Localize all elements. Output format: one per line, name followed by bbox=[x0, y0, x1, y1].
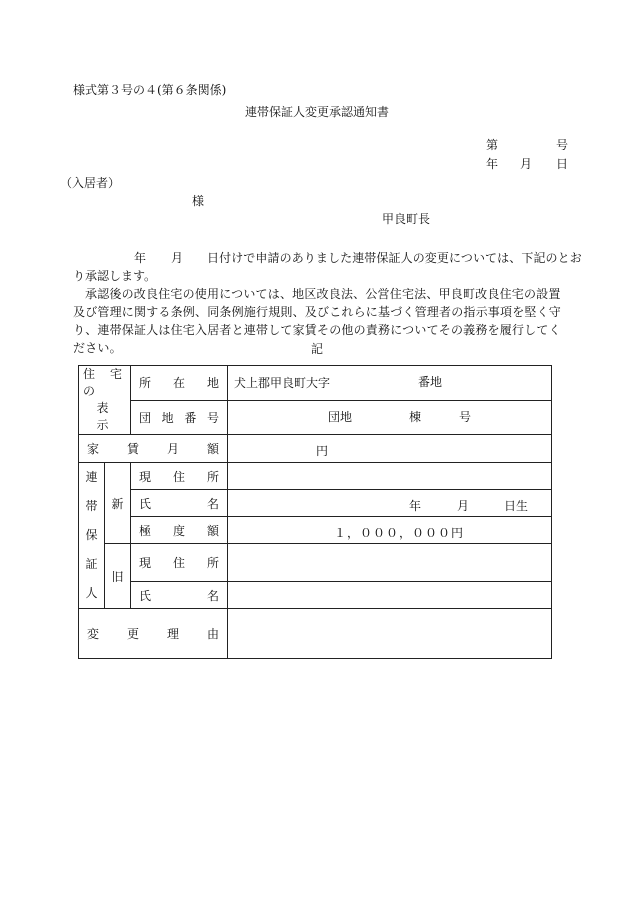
old-name-cell[interactable] bbox=[228, 582, 552, 609]
block-label: 団地番号 bbox=[131, 400, 228, 435]
rent-value-cell[interactable] bbox=[228, 435, 552, 463]
addressee-label: （入居者） bbox=[60, 176, 121, 190]
document-title: 連帯保証人変更承認通知書 bbox=[245, 105, 390, 119]
date-month: 月 bbox=[520, 157, 533, 171]
old-label: 旧 bbox=[105, 544, 131, 609]
old-address-label: 現住所 bbox=[131, 544, 228, 582]
block-value-cell[interactable] bbox=[228, 400, 552, 435]
number-prefix: 第 bbox=[486, 138, 499, 152]
new-address-label: 現住所 bbox=[131, 463, 228, 490]
old-name-label: 氏名 bbox=[131, 582, 228, 609]
block-danchi: 団地 bbox=[328, 409, 353, 424]
body-month: 月 bbox=[171, 251, 184, 265]
limit-label: 極度額 bbox=[131, 517, 228, 544]
reason-label: 変更理由 bbox=[79, 609, 228, 659]
guarantor-label: 連 帯 保 証 人 bbox=[79, 463, 105, 609]
limit-value-cell[interactable] bbox=[228, 517, 552, 544]
birth-month: 月 bbox=[457, 499, 470, 513]
block-go: 号 bbox=[459, 409, 472, 424]
paragraph-text: 承認後の改良住宅の使用については、地区改良法、公営住宅法、甲良町改良住宅の設置及び管理に関する条例、同条例施行規則、及びこれらに基づく管理者の指示事項を堅く守り、連帯保証人は住宅入居者と連帯して家賃その他の責務についてその義務を履行してください。 bbox=[73, 287, 562, 355]
new-name-cell[interactable] bbox=[228, 490, 552, 517]
birth-year: 年 bbox=[409, 499, 422, 513]
ki-label: 記 bbox=[311, 342, 324, 356]
new-name-label: 氏名 bbox=[131, 490, 228, 517]
form-number: 様式第３号の４(第６条関係) bbox=[73, 83, 227, 97]
location-banchi: 番地 bbox=[418, 375, 443, 389]
limit-value: １，０００，０００円 bbox=[334, 526, 465, 540]
housing-label: 住宅の 表 示 bbox=[79, 366, 131, 435]
number-suffix: 号 bbox=[556, 138, 569, 152]
old-address-cell[interactable] bbox=[228, 544, 552, 582]
birth-day: 日生 bbox=[504, 499, 529, 513]
body-line2: り承認します。 bbox=[73, 269, 157, 283]
application-table bbox=[78, 365, 552, 659]
date-day: 日 bbox=[556, 157, 569, 171]
rent-unit: 円 bbox=[316, 444, 329, 458]
new-label: 新 bbox=[105, 463, 131, 544]
block-mune: 棟 bbox=[409, 409, 422, 424]
new-address-cell[interactable] bbox=[228, 463, 552, 490]
date-year: 年 bbox=[486, 157, 499, 171]
rent-label: 家賃月額 bbox=[79, 435, 228, 463]
location-value-cell[interactable] bbox=[228, 366, 552, 401]
body-line1: 日付けで申請のありました連帯保証人の変更については、下記のとお bbox=[207, 251, 582, 265]
issuer: 甲良町長 bbox=[382, 212, 431, 226]
honorific: 様 bbox=[192, 194, 205, 208]
location-label: 所在地 bbox=[131, 366, 228, 401]
body-year: 年 bbox=[134, 251, 147, 265]
reason-cell[interactable] bbox=[228, 609, 552, 659]
location-value: 犬上郡甲良町大字 bbox=[234, 376, 331, 391]
